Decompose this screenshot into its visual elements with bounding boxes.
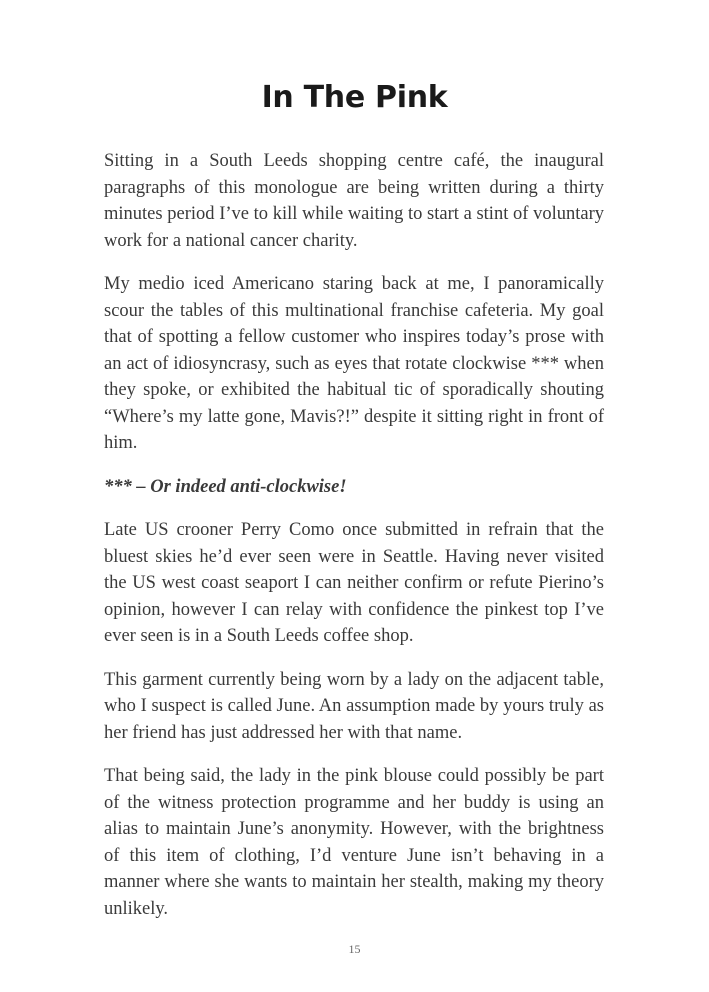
paragraph-5: That being said, the lady in the pink blouse could possibly be part of the witness protection programme and her buddy is using an alias to maintain June’s anonymity. However, with the brightness of this item of clothing, I’d venture June isn’t behaving in a manner where she wants to maintain her stealth, making my theory unlikely. bbox=[104, 766, 604, 919]
chapter-body bbox=[104, 148, 604, 939]
paragraph-1: Sitting in a South Leeds shopping centre café, the inaugural paragraphs of this monologue are being written during a thirty minutes period I’ve to kill while waiting to start a stint of voluntary work for a national cancer charity. bbox=[104, 151, 604, 251]
paragraph-2: My medio iced Americano staring back at me, I panoramically scour the tables of this multinational franchise cafeteria. My goal that of spotting a fellow customer who inspires today’s prose with an act of idiosyncrasy, such as eyes that rotate clockwise *** when they spoke, or exhibited the habitual tic of sporadically shouting “Where’s my latte gone, Mavis?!” despite it sitting right in front of him. bbox=[104, 274, 604, 453]
page-number: 15 bbox=[348, 942, 361, 956]
footnote: *** – Or indeed anti-clockwise! bbox=[104, 476, 347, 497]
paragraph-3: Late US crooner Perry Como once submitted in refrain that the bluest skies he’d ever seen were in Seattle. Having never visited the US west coast seaport I can neither confirm or refute Pierino’s opinion, however I can relay with confidence the pinkest top I’ve ever seen is in a South Leeds coffee shop. bbox=[104, 520, 604, 646]
paragraph-4: This garment currently being worn by a lady on the adjacent table, who I suspect is called June. An assumption made by yours truly as her friend has just addressed her with that name. bbox=[104, 669, 604, 743]
chapter-title: In The Pink bbox=[261, 80, 448, 115]
